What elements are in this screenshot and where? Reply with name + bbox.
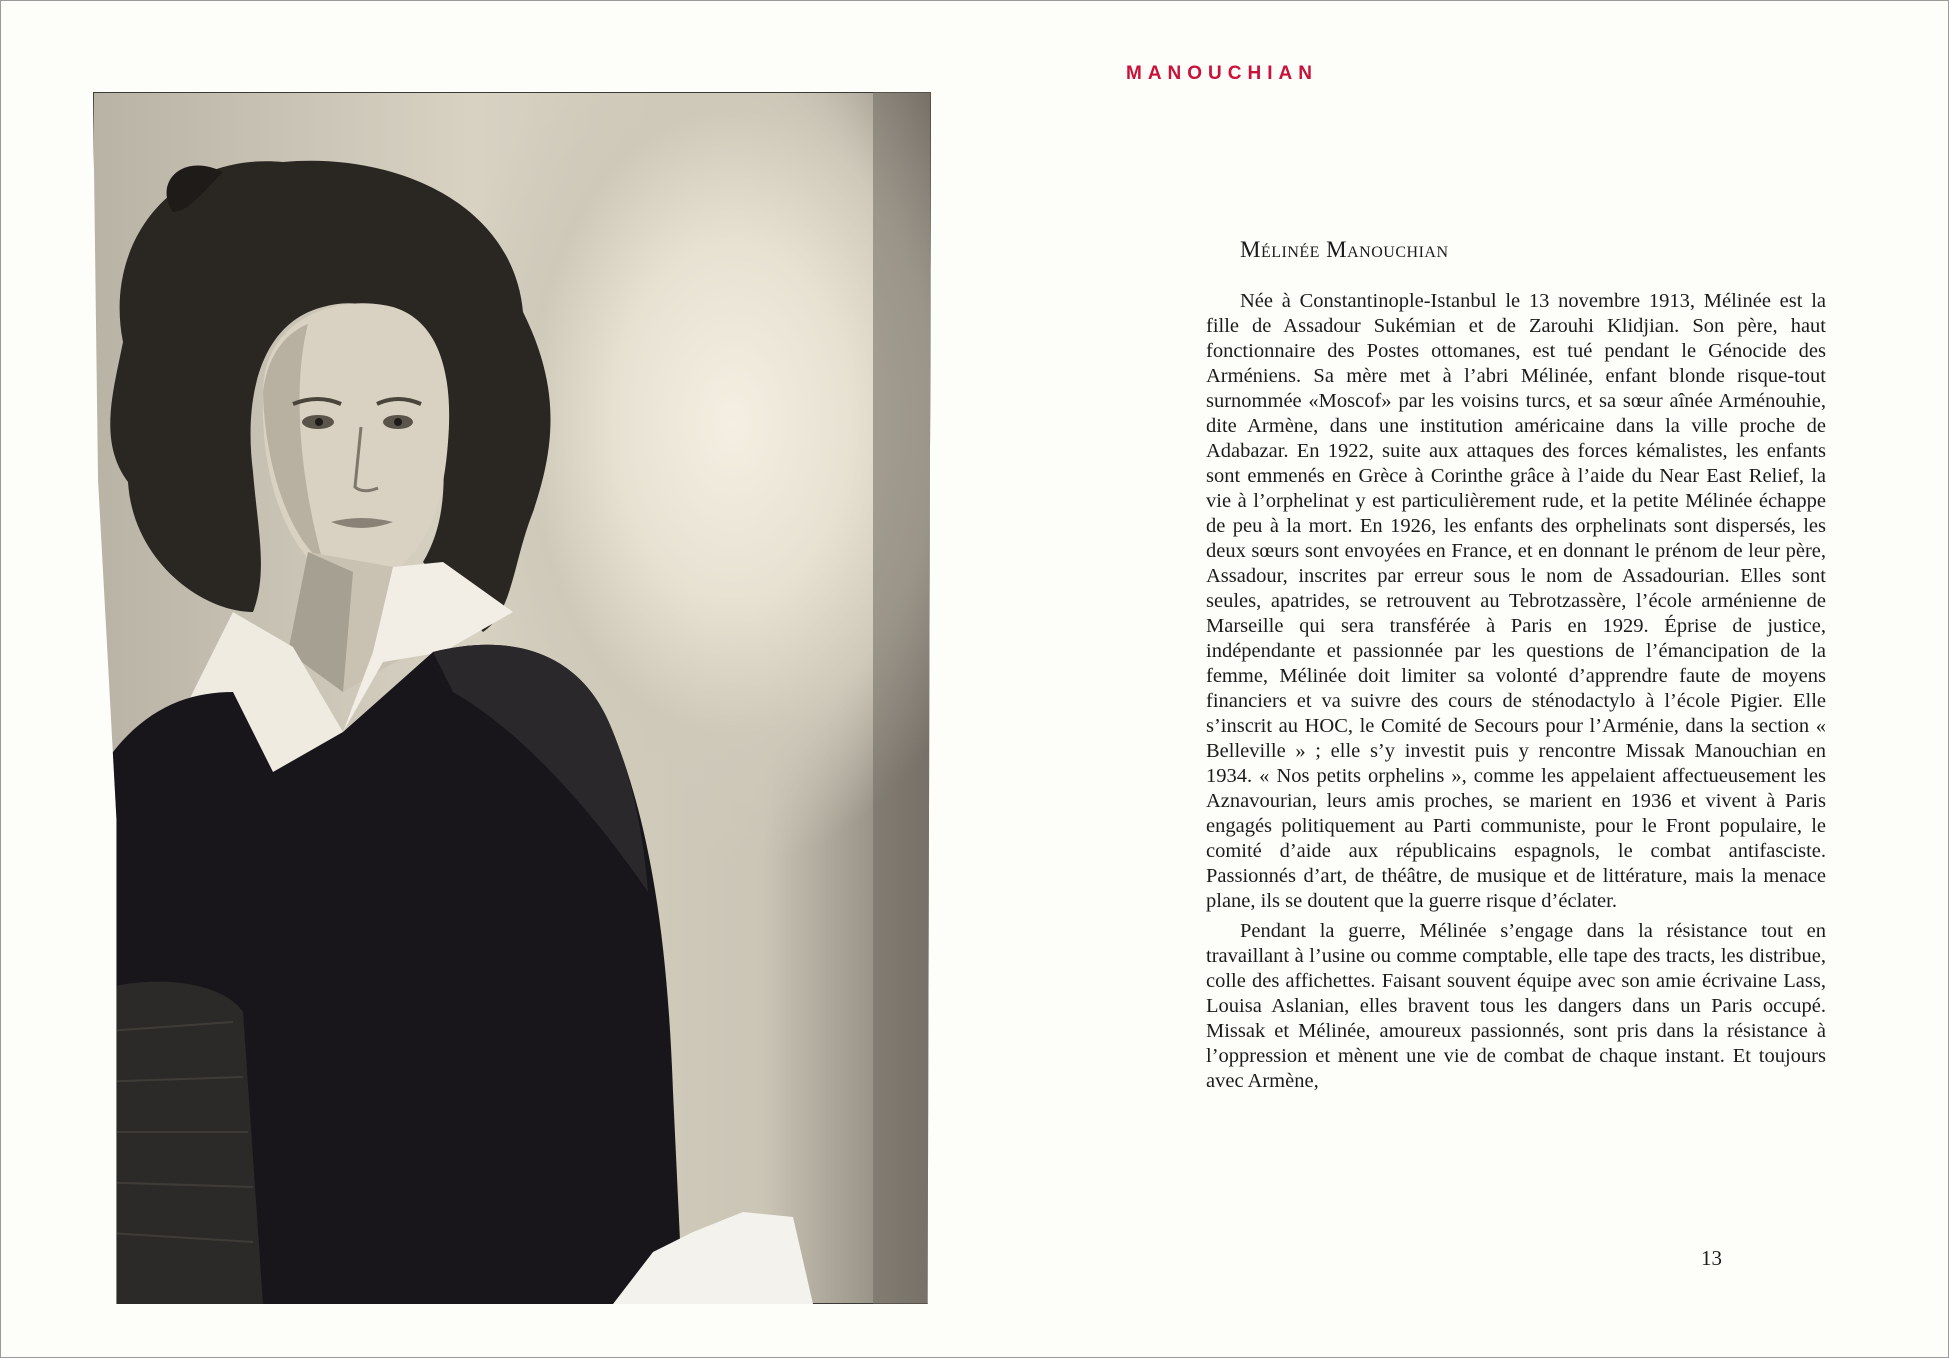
portrait-photo	[93, 92, 931, 1304]
section-title: Mélinée Manouchian	[1240, 237, 1449, 262]
running-head: MANOUCHIAN	[1126, 63, 1318, 84]
right-page-number: 13	[1701, 1246, 1722, 1270]
paragraph-1: Née à Constantinople-Istanbul le 13 novembre 1913, Mélinée est la fille de Assadour Sukémian et de Zarouhi Klidjian. Son père, haut fonctionnaire des Postes ottomanes, est tué pendant le Génocide des Arméniens. Sa mère met à l’abri Mélinée, enfant blonde risque-tout surnommée «Moscof» par les voisins turcs, et sa sœur aînée Arménouhie, dite Armène, dans une institution américaine dans la ville proche de Adabazar. En 1922, suite aux attaques des forces kémalistes, les enfants sont emmenés en Grèce à Corinthe grâce à l’aide du Near East Relief, la vie à l’orphelinat y est particulièrement rude, et la petite Mélinée échappe de peu à la mort. En 1926, les enfants des orphelinats sont dispersés, les deux sœurs sont envoyées en France, et en donnant le prénom de leur père, Assadour, inscrites par erreur sous le nom de Assadourian. Elles sont seules, apatrides, se retrouvent au Tebrotzassère, l’école arménienne de Marseille qui sera transférée à Paris en 1929. Éprise de justice, indépendante et passionnée par les questions de l’émancipation de la femme, Mélinée doit limiter sa volonté d’apprendre faute de moyens financiers et va suivre des cours de sténodactylo à l’école Pigier. Elle s’inscrit au HOC, le Comité de Secours pour l’Arménie, dans la section « Belleville » ; elle s’y investit puis y rencontre Missak Manouchian en 1934. « Nos petits orphelins », comme les appelaient affectueusement les Aznavourian, leurs amis proches, se marient en 1936 et vivent à Paris engagés politiquement au Parti communiste, pour le Front populaire, le comité d’aide aux républicains espagnols, le combat antifasciste. Passionnés d’art, de théâtre, de musique et de littérature, mais la menace plane, ils se doutent que la guerre risque d’éclater.	[1206, 290, 1826, 912]
body-text	[1206, 289, 1826, 1099]
paragraph-2: Pendant la guerre, Mélinée s’engage dans la résistance tout en travaillant à l’usine ou comme comptable, elle tape des tracts, les distribue, colle des affichettes. Faisant souvent équipe avec son amie écrivaine Lass, Louisa Aslanian, elles bravent tous les dangers dans un Paris occupé. Missak et Mélinée, amoureux passionnés, sont pris dans la résistance à l’oppression et mènent une vie de combat de chaque instant. Et toujours avec Armène,	[1206, 920, 1826, 1092]
portrait-illustration	[93, 92, 931, 1304]
